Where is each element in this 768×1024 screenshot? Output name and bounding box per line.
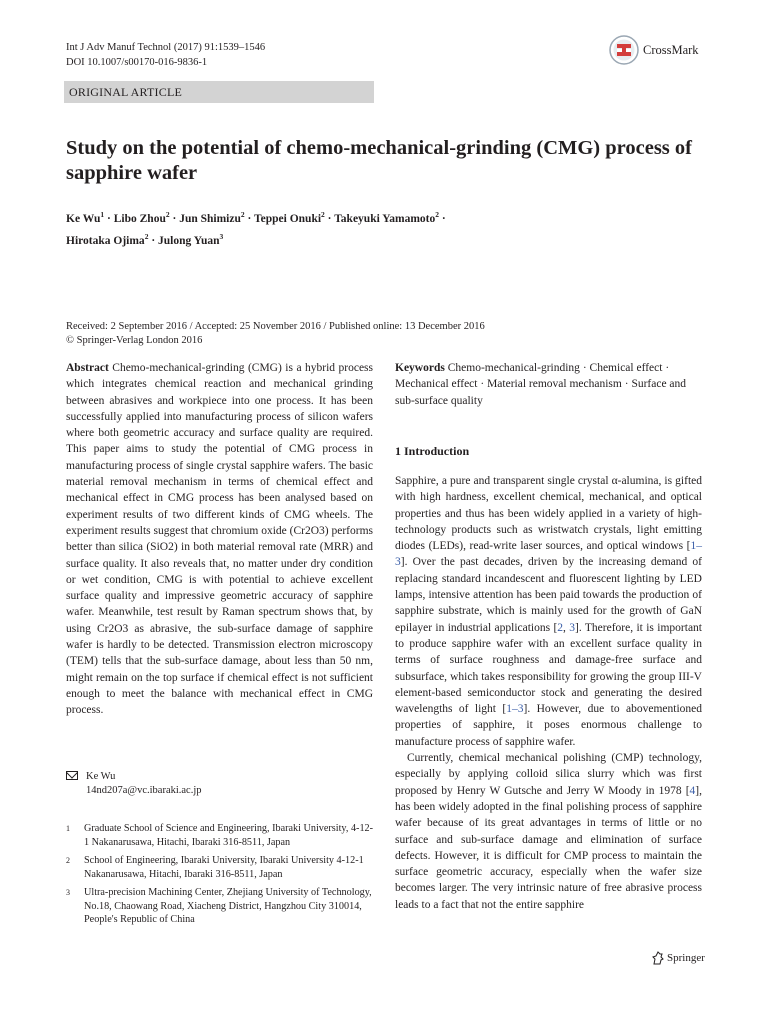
author-line-1: Ke $Wu^1$ · Libo Zhou$^2$ · Jun Shimizu$^2$ · Teppei Onuki$^2$ · Takeyuki Yamamoto$^2$ · <box>66 210 446 225</box>
affiliation-mark: 2 <box>321 210 325 219</box>
journal-citation: Int J Adv Manuf Technol (2017) 91:1539–1546 <box>66 42 266 53</box>
author-name[interactable]: Libo Zhou <box>113 212 166 225</box>
citation-link[interactable]: 4 <box>689 784 696 797</box>
abstract-text: Chemo-mechanical-grinding (CMG) is a hybrid process which integrates chemical reaction and mechanical grinding between abrasives and workpiece into one process. It has been successfully applied into manufacturing process of silicon wafers where both geometric accuracy and surface quality are required. This paper aims to study the potential of CMG process in manufacturing process of single crystal sapphire wafers. The basic material removal mechanism in terms of chemical effect and mechanical effect in CMG process has been analysed based on experiment results of two different kinds of CMG wheels. The experiment results suggest that chromium oxide (Cr2O3) performs better than silica (SiO2) in both material removal rate (MRR) and surface quality. It also reveals that, no matter under dry condition or wet condition, CMG is with potential to achieve excellent surface quality and impressive geometric accuracy of sapphire wafer. Meanwhile, test result by Raman spectrum shows that, by using Cr2O3 as abrasive, the sub-surface damage of sapphire wafer is hardly to be detected. Transmission electron microscopy (TEM) tells that the sub-surface damage, about less than 50 nm, might remain on the top surface if chemical effect is not sufficient enough to meet the balance with mechanical effect in CMG process. <box>66 362 374 717</box>
affiliation-mark: 2 <box>165 210 170 219</box>
citation-link[interactable]: 1–3 <box>395 540 702 569</box>
author-name[interactable]: Hirotaka Ojima <box>66 234 145 247</box>
abstract <box>66 360 373 719</box>
affiliation <box>66 854 376 881</box>
springer-horse-icon <box>652 951 664 965</box>
keyword[interactable]: Material removal mechanism <box>487 378 622 391</box>
affiliation <box>66 822 376 849</box>
author-name[interactable]: Ke Wu <box>66 212 101 225</box>
publisher-name: Springer <box>667 952 705 964</box>
citation-link[interactable]: 2 <box>557 621 564 634</box>
keyword[interactable]: Mechanical effect <box>395 378 478 391</box>
keyword[interactable]: Chemo-mechanical-grinding <box>447 362 580 374</box>
crossmark-badge[interactable] <box>609 30 719 70</box>
paragraph: Currently, chemical mechanical polishing (CMP) technology, especially by applying colloid silica slurry which was first proposed by Henry W Gutsche and Jerry W Moody in 1978 [4], has been widely adopted in the final polishing process of sapphire wafer because of its great advantages in terms of little or no surface and sub-surface damage and elimination of surface defects. However, it is difficult for CMP process to maintain the surface geometric accuracy, especially when the wafer size becomes larger. The very intrinsic nature of free abrasive process leads to a fact that not the entire sapphire <box>395 752 702 911</box>
introduction-body <box>395 473 702 913</box>
publication-dates: Received: 2 September 2016 / Accepted: 25 November 2016 / Published online: 13 December 2016 <box>66 321 485 332</box>
affiliation-number: 1 <box>66 824 70 833</box>
crossmark-icon <box>609 35 639 65</box>
author-name[interactable]: Jun Shimizu <box>179 212 241 225</box>
author-list <box>66 206 706 250</box>
keywords-label: Keywords <box>395 362 445 374</box>
keyword[interactable]: Chemical effect <box>589 362 663 374</box>
paper-title: Study on the potential of chemo-mechanical-grinding (CMG) process of sapphire wafer <box>66 137 692 184</box>
keywords-block: Keywords Chemo-mechanical-grinding · Chemical effect · Mechanical effect · Material removal mechanism · Surface and sub-surface quality <box>395 362 687 407</box>
affiliation-mark: 2 <box>435 210 440 219</box>
keyword[interactable]: Surface and sub-surface quality <box>395 378 687 407</box>
author-name[interactable]: Julong Yuan <box>158 234 220 247</box>
affiliation-number: 3 <box>66 888 70 897</box>
corresponding-email[interactable]: 14nd207a@vc.ibaraki.ac.jp <box>86 784 202 796</box>
affiliation-mark: 3 <box>219 231 224 241</box>
affiliation <box>66 886 376 927</box>
citation-link[interactable]: 3 <box>569 621 576 634</box>
affiliation-mark: 1 <box>100 210 105 219</box>
affiliation-text: Ultra-precision Machining Center, Zhejiang University of Technology, No.18, Chaowang Road, Xiacheng District, Hangzhou City 310014, People's Republic of China <box>84 887 372 925</box>
doi[interactable]: DOI 10.1007/s00170-016-9836-1 <box>66 57 208 68</box>
paragraph: Sapphire, a pure and transparent single crystal α-alumina, is gifted with high hardness, excellent chemical, mechanical, and optical properties and thus has been widely applied in a variety of high-technology products such as wristwatch crystals, light emitting diodes (LEDs), read-write laser sources, and optical windows [1–3]. Over the past decades, driven by the increasing demand of replacing standard incandescent and fluorescent lighting by LED lamps, intensive attention has been paid towards the production of sapphire substrate, which is mainly used for the growth of GaN epilayer in industrial applications [2, 3]. Therefore, it is important to produce sapphire wafer with an excellent surface quality in terms of surface roughness and damage-free surface and subsurface, which takes responsibility for growing the group III-V element-based semiconductor stock and generating the desired wavelengths of light [1–3]. However, due to abovementioned properties of sapphire, it poses enormous challenge to manufacture process of sapphire wafer. <box>395 475 702 748</box>
publisher-logo <box>652 951 705 965</box>
copyright-line: © Springer-Verlag London 2016 <box>66 335 203 346</box>
affiliation-text: Graduate School of Science and Engineering, Ibaraki University, 4-12-1 Nakanarusawa, Hitachi, Ibaraki 316-8511, Japan <box>84 823 374 848</box>
affiliation-mark: 2 <box>144 231 149 241</box>
abstract-label: Abstract <box>66 362 109 374</box>
corresponding-name: Ke Wu <box>86 771 116 782</box>
author-name[interactable]: Takeyuki Yamamoto <box>334 212 436 225</box>
author-name[interactable]: Teppei Onuki <box>254 212 322 225</box>
affiliation-number: 2 <box>66 856 70 865</box>
affiliation-text: School of Engineering, Ibaraki University, Ibaraki University 4-12-1 Nakanarusawa, Hitachi, Ibaraki 316-8511, Japan <box>84 855 364 880</box>
author-line-2: Hirotaka Ojima$^2$ · Julong Yuan$^3$ <box>66 231 224 247</box>
crossmark-label: CrossMark <box>643 42 699 57</box>
article-type-banner: ORIGINAL ARTICLE <box>64 81 374 103</box>
corresponding-author <box>66 770 366 797</box>
section-heading: 1 Introduction <box>395 444 470 458</box>
citation-link[interactable]: 1–3 <box>506 703 524 716</box>
envelope-icon <box>66 771 78 780</box>
affiliation-mark: 2 <box>240 210 245 219</box>
